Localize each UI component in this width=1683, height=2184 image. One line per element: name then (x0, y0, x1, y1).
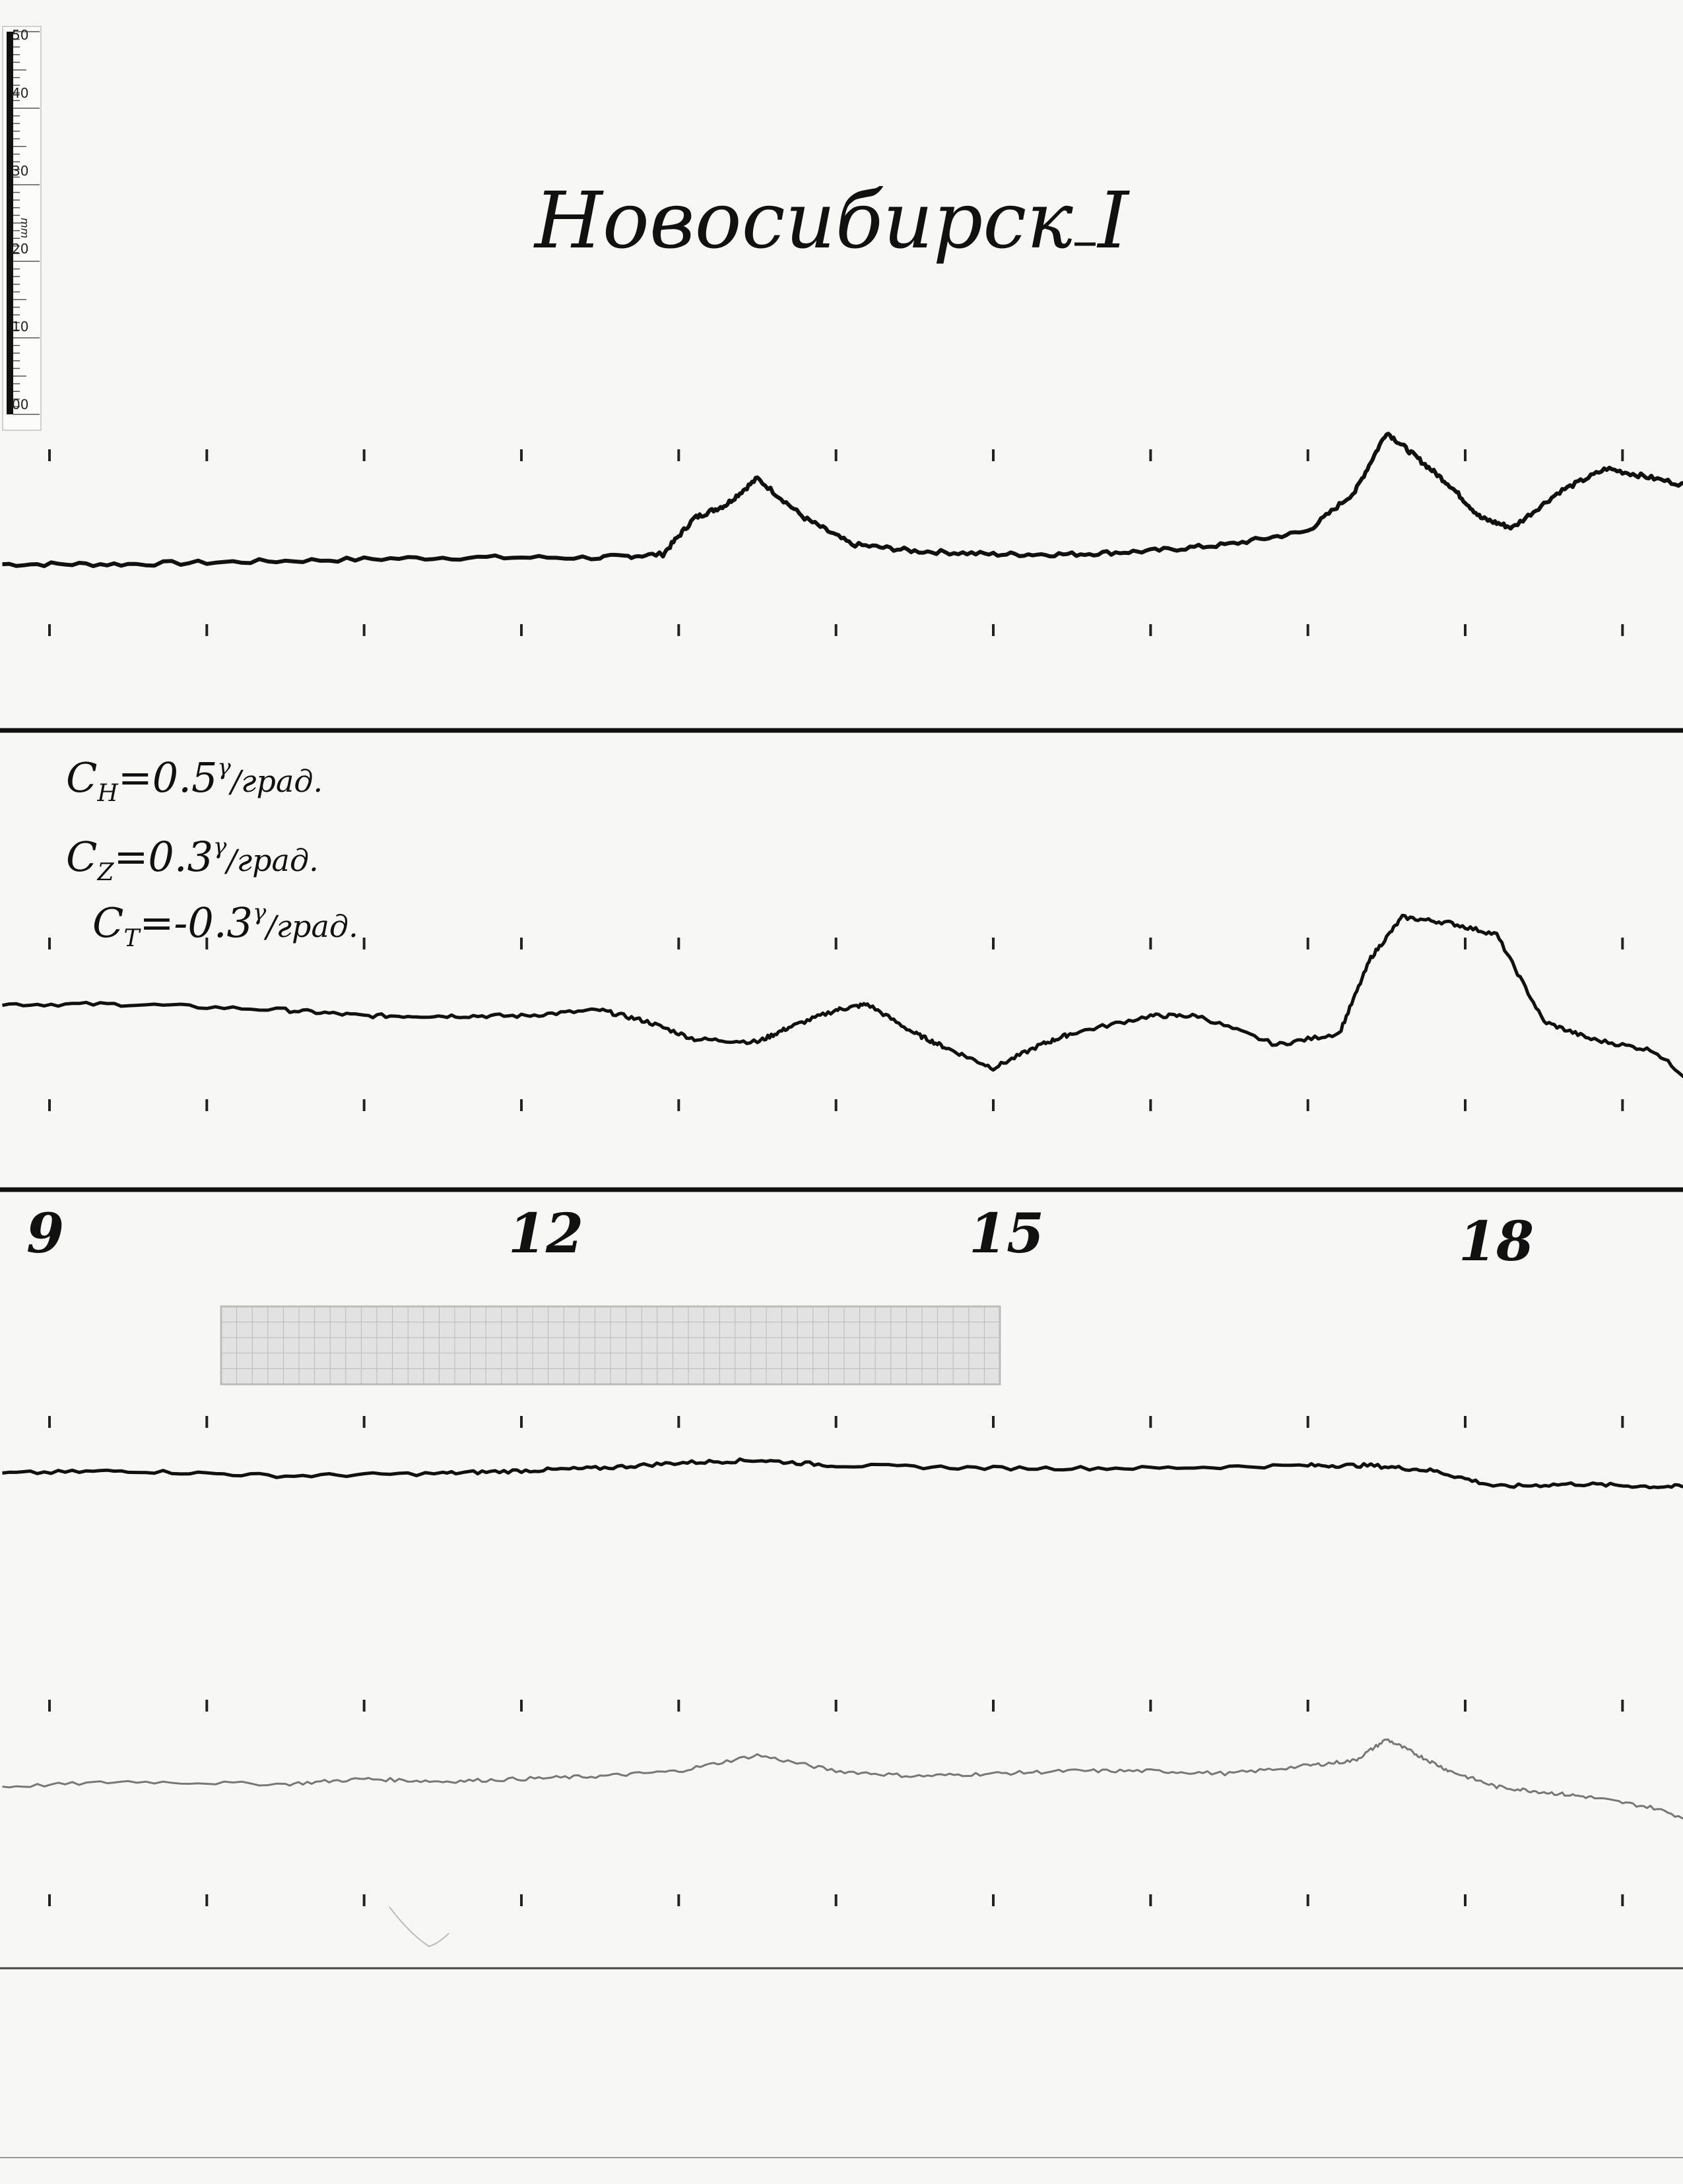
hour-label-15: 15 (969, 1202, 1045, 1266)
svg-text:CH=0.5γ/град.: $C_H=0.5^\gamma_{/град.}$ (66, 754, 323, 807)
mm-scale-bar (3, 26, 41, 430)
svg-text:CZ=0.3γ/град.: $C_Z=0.3^\gamma_{/град.}$ (66, 833, 319, 886)
scale-label-00: 00 (12, 397, 29, 412)
grid-calibration-card (221, 1306, 1000, 1384)
hour-label-18: 18 (1459, 1210, 1534, 1273)
page-title: Новосибирск I (535, 175, 1129, 266)
scale-label-30: 30 (12, 163, 29, 179)
scale-label-20: 20 (12, 241, 29, 257)
hour-label-9: 9 (26, 1202, 65, 1266)
svg-text:CT=-0.3γ/град.: $C_T=-0.3^\gamma_{/град.}$ (92, 899, 358, 952)
scale-unit-label: mm (18, 218, 31, 239)
scale-label-10: 10 (12, 319, 29, 335)
scale-label-50: 50 (12, 27, 29, 43)
scale-label-40: 40 (12, 85, 29, 101)
hour-label-12: 12 (508, 1202, 584, 1266)
